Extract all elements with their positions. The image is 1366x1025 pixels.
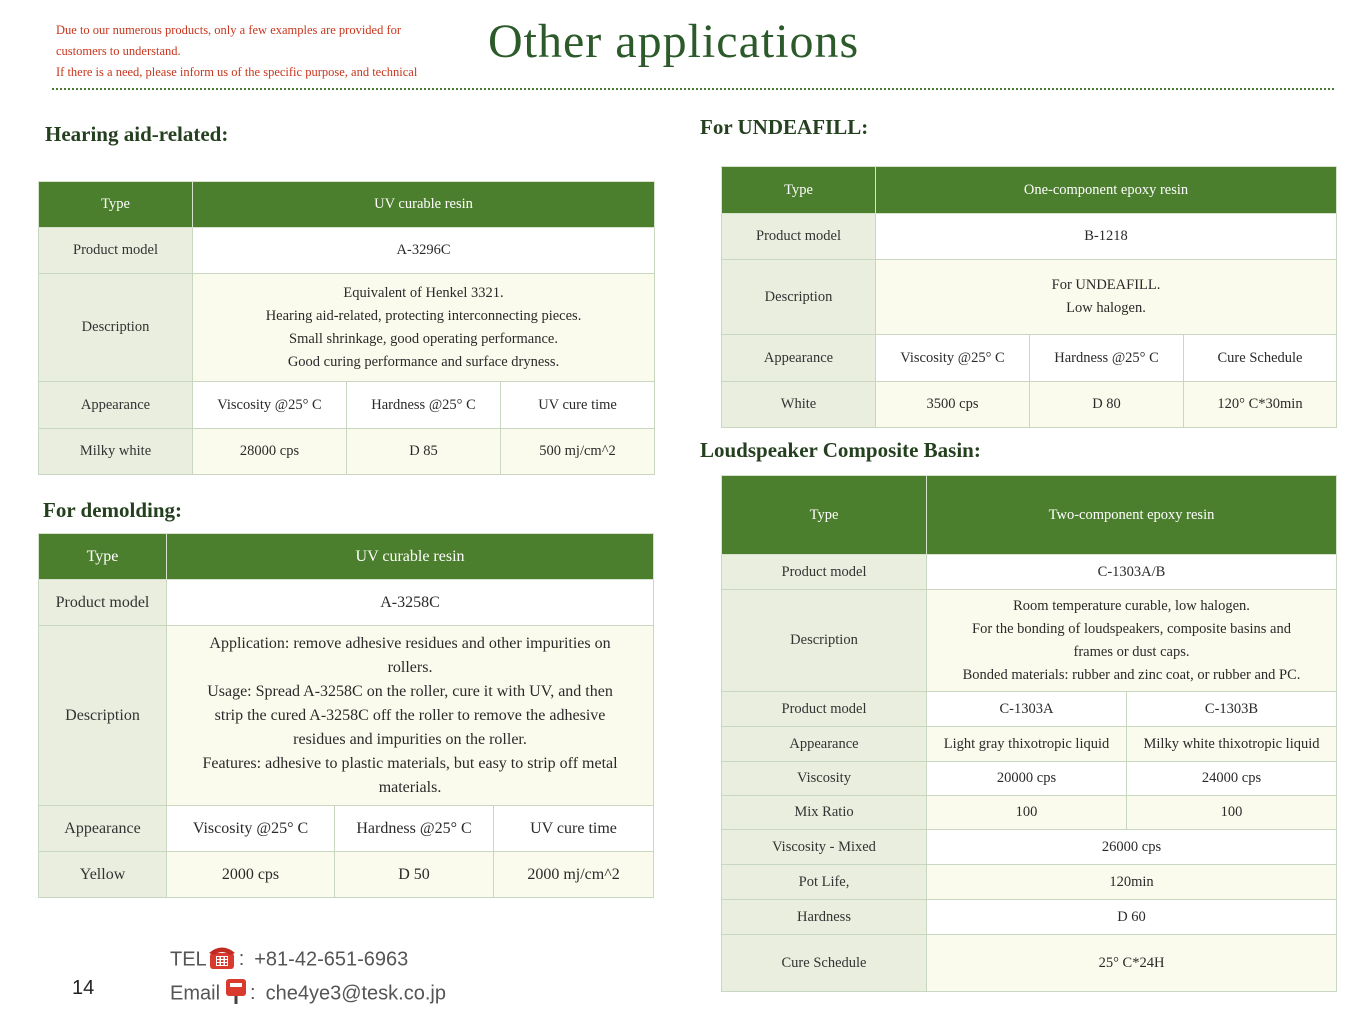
table-row	[722, 590, 1337, 692]
tel-label: TEL	[170, 948, 207, 971]
type-label: Type	[722, 476, 927, 555]
type-value: UV curable resin	[167, 534, 654, 580]
description-line: Low halogen.	[1066, 300, 1146, 316]
undeafill-heading: For UNDEAFILL:	[700, 115, 869, 139]
type-value: One-component epoxy resin	[876, 167, 1337, 214]
hardness-value: D 60	[927, 900, 1337, 935]
demolding-heading: For demolding:	[43, 498, 183, 522]
cure-value: 500 mj/cm^2	[501, 429, 655, 475]
hardness-value: D 80	[1030, 382, 1184, 428]
type-label: Type	[722, 167, 876, 214]
table-row	[722, 692, 1337, 727]
description-line: Bonded materials: rubber and zinc coat, or rubber and PC.	[962, 666, 1301, 683]
page-number: 14	[72, 977, 95, 999]
model2-label: Product model	[722, 692, 927, 727]
description-line: Equivalent of Henkel 3321.	[343, 284, 504, 301]
table-row	[722, 214, 1337, 260]
cure-header: UV cure time	[494, 806, 654, 852]
table-row	[39, 580, 654, 626]
description-line: Small shrinkage, good operating performance.	[289, 330, 558, 347]
appearance-value: Yellow	[39, 852, 167, 898]
description-label: Description	[39, 626, 167, 806]
viscosity-label: Viscosity	[722, 762, 927, 796]
model-b-value: C-1303B	[1127, 692, 1337, 727]
page-title: Other applications	[488, 15, 860, 68]
table-row	[39, 429, 655, 475]
description-label: Description	[722, 590, 927, 692]
description-line: frames or dust caps.	[1073, 643, 1190, 660]
table-row	[722, 830, 1337, 865]
hardness-header: Hardness @25° C	[335, 806, 494, 852]
description-line: materials.	[378, 778, 442, 796]
mailbox-icon	[224, 977, 248, 1011]
description-value	[876, 260, 1337, 335]
notice-text	[56, 20, 496, 83]
notice-line-1: Due to our numerous products, only a few examples are provided for	[56, 23, 402, 37]
email-separator: :	[250, 982, 256, 1005]
undeafill-table	[721, 166, 1337, 428]
description-label: Description	[722, 260, 876, 335]
telephone-icon	[207, 943, 237, 977]
description-line: Good curing performance and surface dryness.	[287, 353, 560, 370]
table-row	[722, 796, 1337, 830]
type-value: Two-component epoxy resin	[927, 476, 1337, 555]
description-line: strip the cured A-3258C off the roller to remove the adhesive	[214, 706, 606, 724]
pot-life-label: Pot Life,	[722, 865, 927, 900]
appearance-value: Milky white	[39, 429, 193, 475]
email-address[interactable]: che4ye3@tesk.co.jp	[265, 982, 446, 1005]
appearance-label: Appearance	[39, 382, 193, 429]
table-row	[722, 167, 1337, 214]
viscosity-a-value: 20000 cps	[927, 762, 1127, 796]
table-row	[722, 555, 1337, 590]
viscosity-value: 3500 cps	[876, 382, 1030, 428]
model-value: C-1303A/B	[927, 555, 1337, 590]
description-line: For UNDEAFILL.	[1051, 277, 1161, 293]
model-value: B-1218	[876, 214, 1337, 260]
mix-ratio-b-value: 100	[1127, 796, 1337, 830]
appearance-b-value: Milky white thixotropic liquid	[1127, 727, 1337, 762]
viscosity-header: Viscosity @25° C	[167, 806, 335, 852]
hardness-header: Hardness @25° C	[347, 382, 501, 429]
hardness-value: D 50	[335, 852, 494, 898]
cure-schedule-value: 25° C*24H	[927, 935, 1337, 992]
cure-header: Cure Schedule	[1184, 335, 1337, 382]
table-row	[722, 382, 1337, 428]
model-a-value: C-1303A	[927, 692, 1127, 727]
table-row	[39, 806, 654, 852]
description-line: Room temperature curable, low halogen.	[1013, 597, 1250, 614]
table-row	[39, 852, 654, 898]
description-value	[927, 590, 1337, 692]
model-label: Product model	[39, 228, 193, 274]
description-line: Usage: Spread A-3258C on the roller, cure it with UV, and then	[207, 682, 613, 700]
viscosity-b-value: 24000 cps	[1127, 762, 1337, 796]
hardness-value: D 85	[347, 429, 501, 475]
viscosity-value: 28000 cps	[193, 429, 347, 475]
contact-email	[170, 977, 446, 1011]
description-line: rollers.	[387, 658, 433, 676]
model-label: Product model	[722, 555, 927, 590]
model-value: A-3258C	[167, 580, 654, 626]
table-row	[722, 476, 1337, 555]
demolding-table	[38, 533, 654, 898]
appearance-a-value: Light gray thixotropic liquid	[927, 727, 1127, 762]
hardness-header: Hardness @25° C	[1030, 335, 1184, 382]
appearance-label: Appearance	[39, 806, 167, 852]
tel-separator: :	[238, 948, 245, 971]
description-line: Application: remove adhesive residues and other impurities on	[209, 634, 611, 652]
viscosity-mixed-label: Viscosity - Mixed	[722, 830, 927, 865]
notice-line-2: customers to understand.	[56, 44, 181, 58]
description-value	[167, 626, 654, 806]
hearing-heading: Hearing aid-related:	[45, 122, 229, 146]
viscosity-header: Viscosity @25° C	[876, 335, 1030, 382]
mix-ratio-label: Mix Ratio	[722, 796, 927, 830]
description-line: residues and impurities on the roller.	[293, 730, 527, 748]
type-value: UV curable resin	[193, 182, 655, 228]
table-row	[722, 335, 1337, 382]
appearance-label: Appearance	[722, 335, 876, 382]
table-row	[722, 260, 1337, 335]
table-row	[722, 865, 1337, 900]
description-label: Description	[39, 274, 193, 382]
description-value	[193, 274, 655, 382]
table-row	[39, 382, 655, 429]
cure-value: 2000 mj/cm^2	[494, 852, 654, 898]
viscosity-mixed-value: 26000 cps	[927, 830, 1337, 865]
appearance-value: White	[722, 382, 876, 428]
title-divider	[52, 88, 1334, 90]
table-row	[39, 228, 655, 274]
table-row	[39, 626, 654, 806]
table-row	[722, 935, 1337, 992]
model-label: Product model	[722, 214, 876, 260]
cure-schedule-label: Cure Schedule	[722, 935, 927, 992]
table-row	[39, 274, 655, 382]
contact-tel	[170, 943, 408, 977]
mix-ratio-a-value: 100	[927, 796, 1127, 830]
loudspeaker-table	[721, 475, 1337, 992]
model-value: A-3296C	[193, 228, 655, 274]
viscosity-value: 2000 cps	[167, 852, 335, 898]
loudspeaker-heading: Loudspeaker Composite Basin:	[700, 438, 981, 462]
table-row	[39, 182, 655, 228]
cure-value: 120° C*30min	[1184, 382, 1337, 428]
description-line: Features: adhesive to plastic materials, but easy to strip off metal	[202, 754, 618, 772]
appearance-label: Appearance	[722, 727, 927, 762]
email-label: Email	[170, 982, 221, 1005]
table-row	[722, 727, 1337, 762]
type-label: Type	[39, 534, 167, 580]
hearing-table	[38, 181, 655, 475]
table-row	[722, 900, 1337, 935]
type-label: Type	[39, 182, 193, 228]
pot-life-value: 120min	[927, 865, 1337, 900]
description-line: For the bonding of loudspeakers, composite basins and	[972, 620, 1291, 637]
description-line: Hearing aid-related, protecting interconnecting pieces.	[265, 307, 582, 324]
table-row	[722, 762, 1337, 796]
model-label: Product model	[39, 580, 167, 626]
viscosity-header: Viscosity @25° C	[193, 382, 347, 429]
notice-line-3: If there is a need, please inform us of the specific purpose, and technical	[56, 65, 418, 79]
table-row	[39, 534, 654, 580]
cure-header: UV cure time	[501, 382, 655, 429]
tel-number[interactable]: +81-42-651-6963	[254, 948, 409, 971]
hardness-label: Hardness	[722, 900, 927, 935]
